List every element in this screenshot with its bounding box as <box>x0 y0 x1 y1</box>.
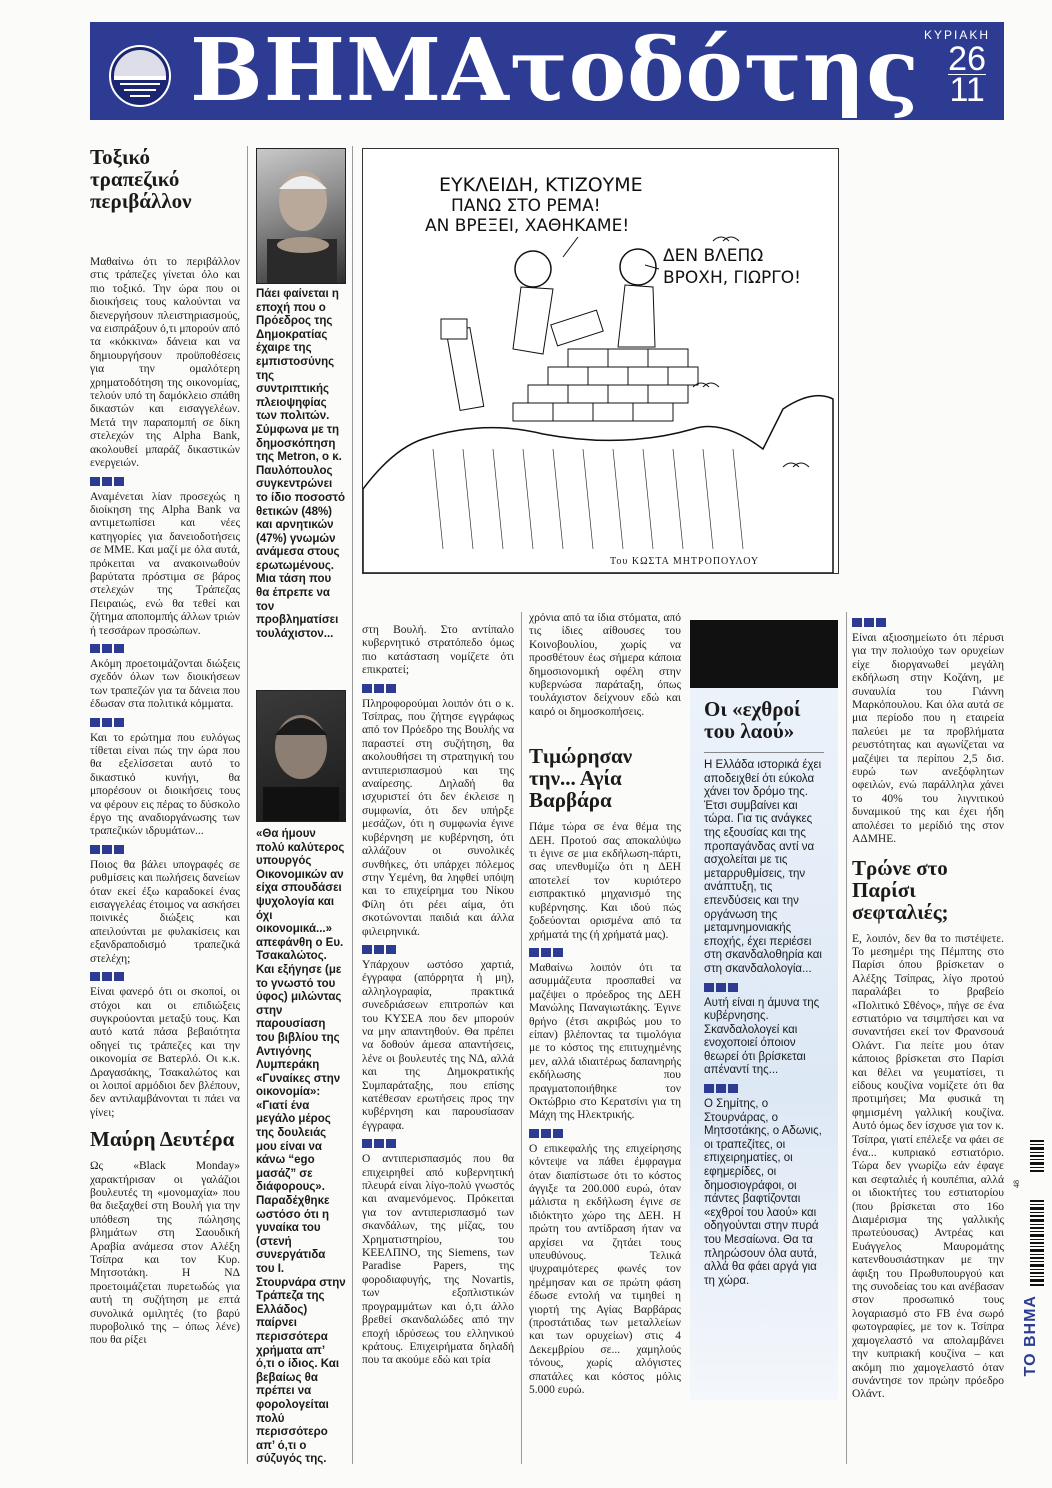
dome-logo-icon <box>104 36 176 108</box>
issue-number: 48 <box>1012 1180 1021 1188</box>
photo-tsakalotos <box>256 690 346 822</box>
section-separator <box>90 718 124 727</box>
column-dei <box>529 612 681 1404</box>
masthead <box>90 22 1004 120</box>
masthead-title-main: ΒΗΜΑ <box>190 22 510 120</box>
headline-enemies-of-people: Οι «εχθροί του λαού» <box>704 697 801 743</box>
column-rule <box>521 612 522 1464</box>
cartoon-panel <box>362 148 839 574</box>
section-separator <box>529 948 563 957</box>
paragraph: Ο επικεφαλής της επιχείρησης κόντεψε να πάθει έμφραγμα όταν διαπίστωσε ότι το κόστος άγγιξε τα 200.000 ευρώ, όταν μάλιστα η εκδήλωση έγινε σε ιδιόκτητο χώρο της ΔΕΗ. Η πρώτη του αντίδραση ήταν να αρχίσει να ζητάει τους υπευθύνους. Τελικά ψυχραιμότερες φωνές τον ηρέμησαν και σε πρώτη φάση έδωσε εντολή να τιμηθεί η γιορτή της Αγίας Βαρβάρας (προστάτιδας των μεταλλείων και των ορυχείων) στις 4 Δεκεμβρίου σε... χαμηλούς τόνους, χωρίς αλόγιστες σπατάλες και κόστος μόλις 5.000 ευρώ. <box>529 1142 681 1397</box>
section-separator <box>362 1139 396 1148</box>
paragraph: Πληροφορούμαι λοιπόν ότι ο κ. Τσίπρας, που ζήτησε εγγράφως από τον Πρόεδρο της Βουλής να παραστεί στη συζήτηση, θα ακολουθήσει τη στρατηγική του αντιπερισπασμού και της αναίρεσης. Δηλαδή θα ισχυριστεί ότι δεν έκλεισε η συμφωνία, ότι δεν υπήρξε μεσάζων, ότι η συμφωνία έγινε κυβέρνηση με κυβέρνηση, ότι αλλάζουν οι συνολικές συνθήκες, ότι υπάρχει πόλεμος στην Υεμένη, θα ληφθεί υπόψη και το επιχείρημα του Νίκου Φίλη ότι ρέει αίμα, ότι σκοτώνονται παιδιά και άλλα φιλειρηνικά. <box>362 697 514 938</box>
column-rule <box>846 612 847 1464</box>
column-arms-deal <box>362 624 514 1374</box>
headline-black-monday: Μαύρη Δευτέρα <box>90 1127 235 1152</box>
column-banking <box>90 146 240 1354</box>
section-separator <box>90 972 124 981</box>
paragraph: Ποιος θα βάλει υπογραφές σε ρυθμίσεις και πωλήσεις δανείων όταν εκεί έξω καραδοκεί ένας εισαγγελέας έτοιμος να ασκήσει ποινικές διώξεις και απειλούνται με φυλακίσεις και εξανδραποδισμό τραπεζικά στελέχη; <box>90 858 240 965</box>
paragraph: Πάμε τώρα σε ένα θέμα της ΔΕΗ. Προτού σας αποκαλύψω τι έγινε σε μια εκδήλωση-πάρτι, σας υπενθυμίζω ότι η ΔΕΗ αποτελεί τον κυριότερο εισπρακτικό μηχανισμό της κυβέρνησης. Και ιδού πώς ξοδεύονται ορισμένα από τα χρήματά της (ή χρήματά μας). <box>529 821 681 941</box>
quote-pavlopoulos: Πάει φαίνεται η εποχή που ο Πρόεδρος της Δημοκρατίας έχαιρε της εμπιστοσύνης της συντριπτικής πλειοψηφίας των πολιτών. Σύμφωνα με τη δημοσκόπηση της Metron, ο κ. Παυλόπουλος συγκεντρώνει το ίδιο ποσοστό θετικών (48%) και αρνητικών (47%) γνωμών ανάμεσα στους ερωτωμένους. Μια τάση που θα έπρεπε να τον προβληματίσει τουλάχιστον... <box>256 288 346 640</box>
paragraph: Αναμένεται λίαν προσεχώς η διοίκηση της Alpha Bank να αντιμετωπίσει και νέες κατηγορίες για δανειοδοτήσεις σε ΜΜΕ. Και μαζί με όλα αυτά, πρόκειται να ανακοινωθούν βαρύτατα πρόστιμα σε βάρος στελεχών της Τράπεζας Πειραιώς, ενώ θα τεθεί και ζήτημα αποπομπής άλλων τριών ή τεσσάρων προσώπων. <box>90 490 240 637</box>
cartoon-credit: Του ΚΩΣΤΑ ΜΗΤΡΟΠΟΥΛΟΥ <box>610 556 760 567</box>
paragraph: Υπάρχουν ωστόσο χαρτιά, έγγραφα (απόρρητα ή μη), αλληλογραφία, πρακτικά συνεδριάσεων επιτροπών και του ΚΥΣΕΑ που δεν μπορούν να μην απαντηθούν. Θα πρέπει να δοθούν άμεσα απαντήσεις, λένε οι βουλευτές της ΝΔ, αλλά και της Δημοκρατικής Συμπαράταξης, που επίσης κατέθεσαν ερωτήσεις προς την κυβέρνηση και παρουσίασαν έγγραφα. <box>362 958 514 1132</box>
column-paris <box>852 612 1004 1408</box>
paragraph: Ε, λοιπόν, δεν θα το πιστέψετε. Το μεσημέρι της Πέμπτης στο Παρίσι όπου βρίσκεταν ο Αλέξης Τσίπρας, λίγο προτού παραλάβει το βραβείο «Πολιτικό Σθένος», πήγε σε ένα εστιατόριο να τσιμπήσει και να συναντήσει εκεί τον Φρανσουά Ολάντ. Για πείτε μου όταν κάποιος βρίσκεται στο Παρίσι και θέλει να γευματίσει, τι είδους κουζίνα νομίζετε ότι θα προτιμήσει; Μα φυσικά τη φημισμένη γαλλική κουζίνα. Αυτό όμως δεν ίσχυσε για τον κ. Τσίπρα, γιατί επέλεξε να φάει σε ένα... κυπριακό εστιατόριο. Τώρα δεν γνωρίζω εάν έφαγε και σεφταλιές ή κουπέπια, αλλά οι ιδιοκτήτες του εστιατορίου (που βρίσκεται στο 16ο Διαμέρισμα της γαλλικής πρωτεύουσας) Αντρέας και Ευάγγελος Μαυρομάτης κατενθουσιάστηκαν με την άφιξη του Πρωθυπουργού και της συνοδείας του και ανέβασαν στον προσωπικό τους λογαριασμό στο FB ένα σωρό φωτογραφίες, με τον κ. Τσίπρα χαμογελαστό να απολαμβάνει την κυπριακή κουζίνα – και ακόμη πιο χαμογελαστό όταν συνάντησε τον πρώην πρόεδρο Ολάντ. <box>852 932 1004 1401</box>
paragraph: Ο αντιπερισπασμός που θα επιχειρηθεί από κυβερνητική πλευρά είναι λίγο-πολύ γνωστός και αναμενόμενος. Πρόκειται για τον αντιπερισπασμό των σκανδάλων, της μίζας, του Χρηματιστηρίου, του ΚΕΕΛΠΝΟ, της Siemens, των Paradise Papers, της φοροδιαφυγής, της Novartis, των εξοπλιστικών προγραμμάτων και ό,τι άλλο βρεθεί σκανδαλώδες από την εποχή ιδρύσεως του ελληνικού κράτους. Επιχειρήματα δηλαδή που τα ακούμε εδώ και τρία <box>362 1153 514 1367</box>
cartoon-balloon-line: ΕΥΚΛΕΙΔΗ, ΚΤΙΖΟΥΜΕ <box>439 174 643 196</box>
sidebar-header-block <box>690 620 838 688</box>
masthead-date <box>948 40 986 109</box>
masthead-title <box>190 22 920 120</box>
sidebar-content <box>704 698 824 1294</box>
section-separator <box>852 618 886 627</box>
section-separator <box>90 644 124 653</box>
headline-paris-seftalies: Τρώνε στο Παρίσι σεφταλιές; <box>852 855 949 924</box>
column-rule <box>352 146 353 1464</box>
date-day-number: 26 <box>948 40 986 78</box>
section-separator <box>704 1084 738 1093</box>
portrait-placeholder-icon <box>257 691 345 821</box>
cartoon-balloon-line: ΔΕΝ ΒΛΕΠΩ <box>663 246 764 266</box>
barcode-icon <box>1012 1140 1046 1290</box>
section-separator <box>90 845 124 854</box>
paragraph: στη Βουλή. Στο αντίπαλο κυβερνητικό στρατόπεδο όμως πιο κατάσταση νομίζετε ότι επικρατεί; <box>362 624 514 677</box>
photo-pavlopoulos <box>256 148 346 284</box>
cartoon-balloon-line: ΑΝ ΒΡΕΞΕΙ, ΧΑΘΗΚΑΜΕ! <box>425 216 630 236</box>
paragraph: Μαθαίνω ότι το περιβάλλον στις τράπεζες γίνεται όλο και πιο τοξικό. Την ώρα που οι διοικήσεις τους καλούνται να διενεργήσουν πλειστηριασμούς, να εισπράξουν ό,τι μπορούν από τα «κόκκινα» δάνεια και να δημιουργήσουν προϋποθέσεις για την ομαλότερη χρηματοδότηση της οικονομίας, τελούν υπό τη δαμόκλειο σπάθη δικαστών και εισαγγελέων. Μετά την παραπομπή σε δίκη στελεχών της Alpha Bank, ακολουθεί μπαράζ δικαστικών ενεργειών. <box>90 256 240 470</box>
cartoon-balloon-line: ΠΑΝΩ ΣΤΟ ΡΕΜΑ! <box>451 196 601 216</box>
cartoon-drawing <box>363 149 838 573</box>
paragraph: Και το ερώτημα που ευλόγως τίθεται είναι πώς την ώρα που θα εξελίσσεται αυτό το δικαστικό κυνήγι, θα μπορέσουν οι διοικήσεις τους να φέρουν εις πέρας το δύσκολο έργο της αναδιοργάνωσης των τραπεζικών ιδρυμάτων... <box>90 731 240 838</box>
section-separator <box>362 945 396 954</box>
headline-agia-varvara: Τιμώρησαν την... Αγία Βαρβάρα <box>529 744 633 813</box>
masthead-title-sub: τοδότης <box>509 22 920 120</box>
section-separator <box>704 983 738 992</box>
date-month-number: 11 <box>949 71 985 109</box>
portrait-placeholder-icon <box>257 149 345 283</box>
paragraph: Αυτή είναι η άμυνα της κυβέρνησης. Σκανδαλολογεί και ενοχοποιεί όποιον θεωρεί ότι βρίσκεται απέναντί της... <box>704 996 820 1077</box>
paragraph: Είναι αξιοσημείωτο ότι πέρυσι για την πολιούχο των ορυχείων είχε διοργανωθεί μεγάλη εκδήλωση στην Κοζάνη, με συναυλία του Γιάννη Μαρκόπουλου. Και όλα αυτά σε μια περίοδο που η εταιρεία παλεύει με τα προβλήματα ρευστότητας και αγωνίζεται να μαζέψει τα περίπου 2,5 δισ. ευρώ των ανεξόφλητων οφειλών, ενώ παράλληλα χάνει το 40% του λιγνιτικού δυναμικού της και έχει ήδη απολέσει το μερίδιό της στον ΑΔΜΗΕ. <box>852 632 1004 846</box>
section-separator <box>90 477 124 486</box>
paragraph: Η Ελλάδα ιστορικά έχει αποδειχθεί ότι εύκολα χάνει τον δρόμο της. Έτσι συμβαίνει και τώρα. Για τις ανάγκες της εξουσίας και της προπαγάνδας αντί να ασχολείται με τις μεταρρυθμίσεις, την ανάπτυξη, τις επενδύσεις και την οργάνωση της μεταμνημονιακής εποχής, έχει περιέσει στη σκανδαλοθηρία και στη σκανδαλολογία... <box>704 759 822 975</box>
paragraph: χρόνια από τα ίδια στόματα, από τις ίδιες αίθουσες του Κοινοβουλίου, χωρίς να προσθέτουν έως σήμερα κάποια δημοσιονομική οφέλη στην κυβερνώσα παράταξη, όπως τουλάχιστον δείχνουν εδώ και καιρό οι δημοσκοπήσεις. <box>529 612 681 718</box>
quote-tsakalotos: «Θα ήμουν πολύ καλύτερος υπουργός Οικονομικών αν είχα σπουδάσει ψυχολογία και όχι οικονομικά...» απεφάνθη ο Ευ. Τσακαλώτος. Και εξήγησε (με το γνωστό του ύφος) μιλώντας στην παρουσίαση του βιβλίου της Αντιγόνης Λυμπεράκη «Γυναίκες στην οικονομία»: «Γιατί ένα μεγάλο μέρος της δουλειάς μου είναι να κάνω “ego μασάζ” σε διάφορους». Παραδέχθηκε ωστόσο ότι η γυναίκα του (στενή συνεργάτιδα του Ι. Στουρνάρα στην Τράπεζα της Ελλάδος) παίρνει περισσότερα χρήματα απ’ ό,τι ο ίδιος. Και βεβαίως θα πρέπει να φορολογείται πολύ περισσότερο απ’ ό,τι ο σύζυγός της. <box>256 828 346 1466</box>
section-separator <box>362 684 396 693</box>
edge-brand-label: ΤΟ ΒΗΜΑ <box>1022 1295 1039 1377</box>
column-rule <box>247 146 248 1464</box>
paragraph: Είναι φανερό ότι οι σκοποί, οι στόχοι και οι επιδιώξεις συγκρούονται μεταξύ τους. Και αυτό κατά πάσα βεβαιότητα οδηγεί τις τράπεζες και την οικονομία σε Βατερλό. Οι κ.κ. Δραγασάκης, Τσακαλώτος και οι λοιποί αρμόδιοι δεν βλέπουν, δεν αντιλαμβάνονται τι πάει να γίνει; <box>90 986 240 1119</box>
paragraph: Ο Σημίτης, ο Στουρνάρας, ο Μητσοτάκης, ο Αδωνις, οι τραπεζίτες, οι επιχειρηματίες, οι εφημερίδες, οι δημοσιογράφοι, οι πάντες βαφτίζονται «εχθροί του λαού» και οδηγούνται στην πυρά του Μεσαίωνα. Θα τα πληρώσουν όλα αυτά, αλλά θα φάει αργά για τη χώρα. <box>704 1098 822 1287</box>
paragraph: Μαθαίνω λοιπόν ότι τα ασυμμάζευτα προσπαθεί να μαζέψει ο πρόεδρος της ΔΕΗ Μανώλης Παναγιωτάκης. Έγινε θρήνο (έτσι ακριβώς μου το είπαν) βλέποντας τα τιμολόγια με το κόστος της επιτυχημένης μεν, αλλά ιδιαιτέρως δαπανηρής εκδήλωσης που πραγματοποιήθηκε τον Οκτώβριο στο Κερατσίνι για τη Μάχη της Ηλεκτρικής. <box>529 961 681 1122</box>
paragraph: Ακόμη προετοιμάζονται διώξεις σχεδόν όλων των διοικήσεων των τραπεζών για τα δάνεια που έδωσαν στα πολιτικά κόμματα. <box>90 657 240 711</box>
cartoon-balloon-line: ΒΡΟΧΗ, ΓΙΩΡΓΟ! <box>663 268 801 288</box>
headline-toxic-banking: Τοξικό τραπεζικό περιβάλλον <box>90 145 192 213</box>
masthead-day: ΚΥΡΙΑΚΗ <box>923 28 990 42</box>
paragraph: Ως «Black Monday» χαρακτήρισαν οι γαλάζιοι βουλευτές τη «μονομαχία» που θα διεξαχθεί στη Βουλή για την υπόθεση της πώλησης βλημάτων στη Σαουδική Αραβία ανάμεσα στον Αλέξη Τσίπρα και τον Κυρ. Μητσοτάκη. Η ΝΔ προετοιμάζεται πυρετωδώς για αυτή τη συζήτηση με επτά συνολικά ομιλητές (το βαρύ πυροβολικό της – όπως λένε) που θα ρίξει <box>90 1160 240 1347</box>
section-separator <box>529 1129 563 1138</box>
